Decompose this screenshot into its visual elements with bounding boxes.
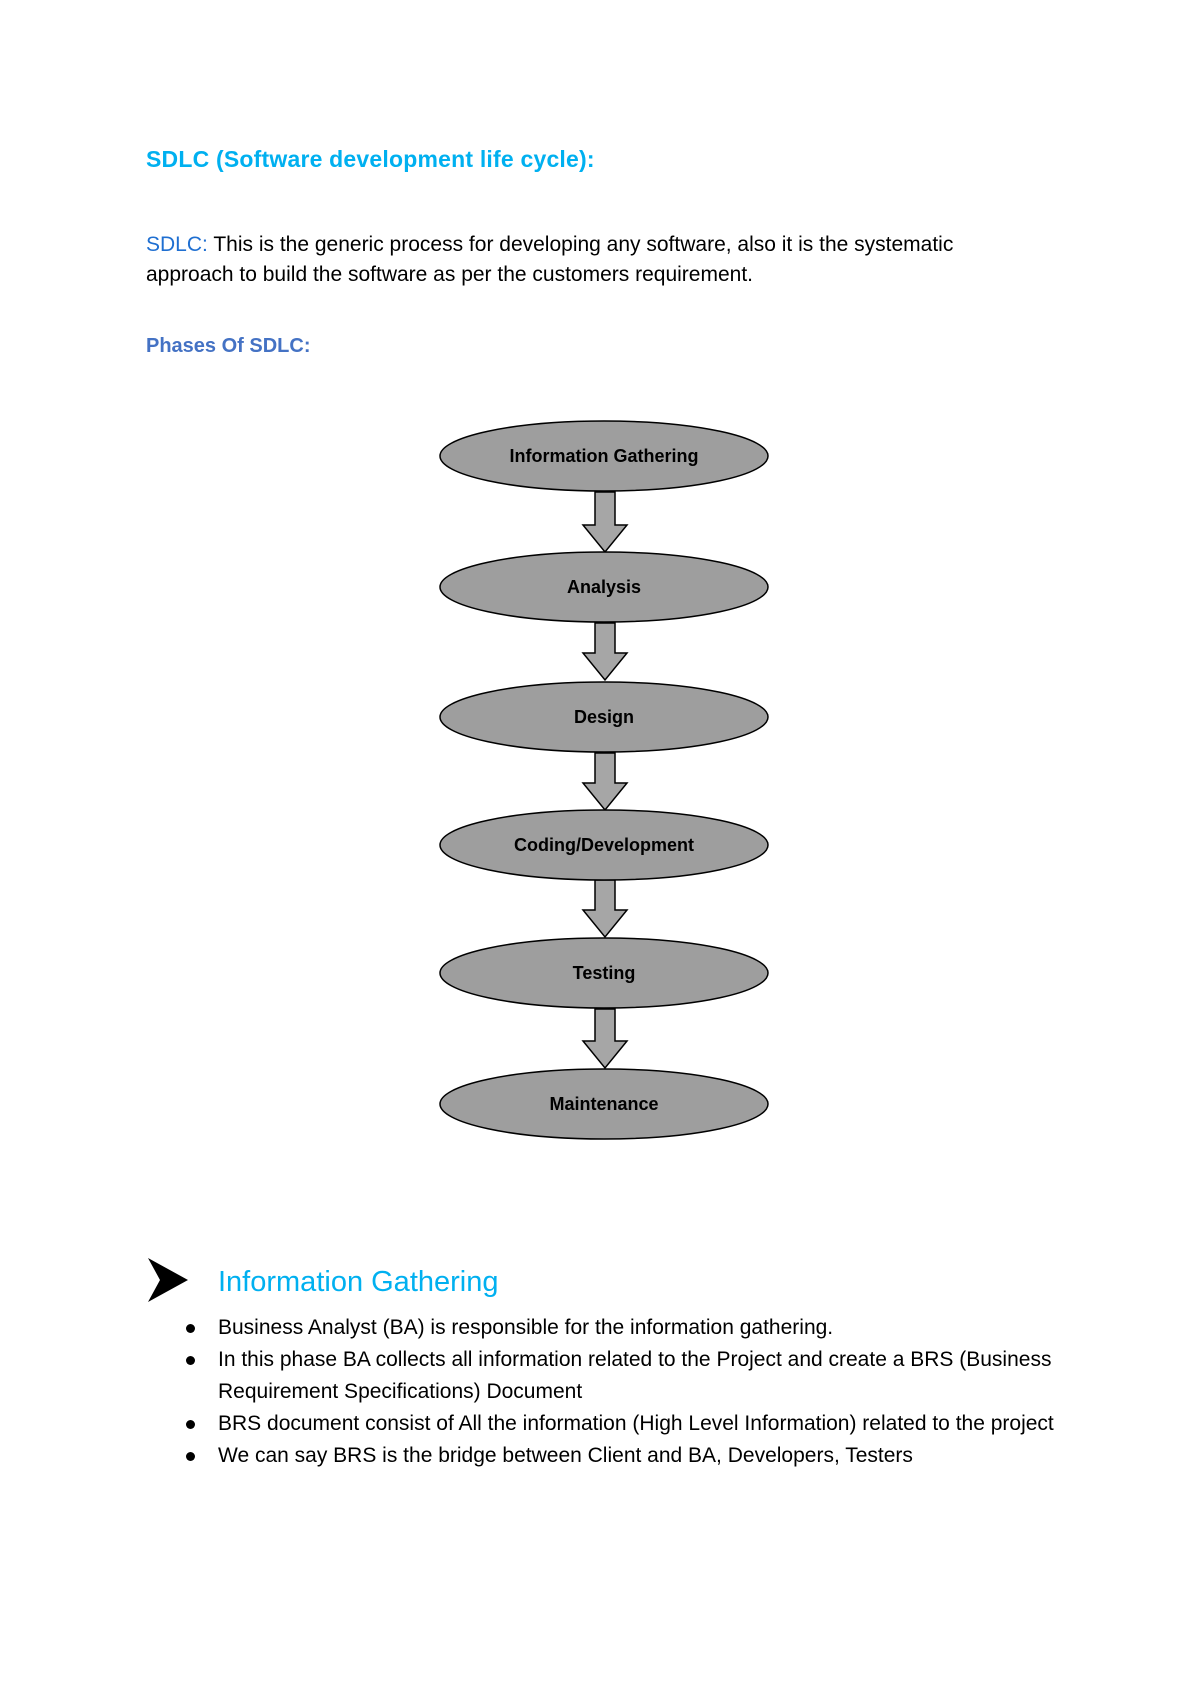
bullet-list <box>186 1312 1066 1472</box>
intro-text: This is the generic process for developing any software, also it is the systematic approach to build the software as per the customers requirement. <box>146 233 954 286</box>
phase-label: Design <box>573 707 635 727</box>
phase-label: Testing <box>572 963 636 983</box>
list-item <box>186 1408 1066 1440</box>
phase-label: Coding/Development <box>513 835 695 855</box>
page-title: SDLC (Software development life cycle): <box>146 146 595 172</box>
phase-node <box>440 421 768 491</box>
flow-arrow-2 <box>583 623 627 680</box>
flow-arrow-5 <box>583 1009 627 1068</box>
list-item-text: We can say BRS is the bridge between Client and BA, Developers, Testers <box>218 1444 913 1467</box>
flow-arrow-1 <box>583 492 627 552</box>
bullet-dot-icon <box>186 1356 195 1365</box>
phase-node <box>440 810 768 880</box>
list-item <box>186 1440 1066 1472</box>
intro-paragraph <box>146 230 1046 290</box>
phase-label: Maintenance <box>549 1094 659 1114</box>
phase-label: Analysis <box>566 577 642 597</box>
phase-node <box>440 682 768 752</box>
list-item-text: Business Analyst (BA) is responsible for the information gathering. <box>218 1316 834 1339</box>
list-item-text: In this phase BA collects all information related to the Project and create a BRS (Business Requirement Specifications) Document <box>218 1348 1052 1403</box>
list-item <box>186 1312 1066 1344</box>
bullet-dot-icon <box>186 1420 195 1429</box>
phase-node <box>440 552 768 622</box>
bullet-dot-icon <box>186 1452 195 1461</box>
phase-node <box>440 1069 768 1139</box>
phases-heading: Phases Of SDLC: <box>146 335 311 357</box>
intro-term: SDLC: <box>146 233 208 256</box>
section-heading: Information Gathering <box>218 1266 499 1298</box>
phase-label: Information Gathering <box>509 446 699 466</box>
bullet-dot-icon <box>186 1324 195 1333</box>
arrowhead-bullet-icon <box>146 1256 190 1304</box>
list-item <box>186 1344 1066 1408</box>
list-item-text: BRS document consist of All the information (High Level Information) related to the project <box>218 1412 1054 1435</box>
flow-arrow-4 <box>583 880 627 937</box>
flow-arrow-3 <box>583 753 627 810</box>
phase-node <box>440 938 768 1008</box>
